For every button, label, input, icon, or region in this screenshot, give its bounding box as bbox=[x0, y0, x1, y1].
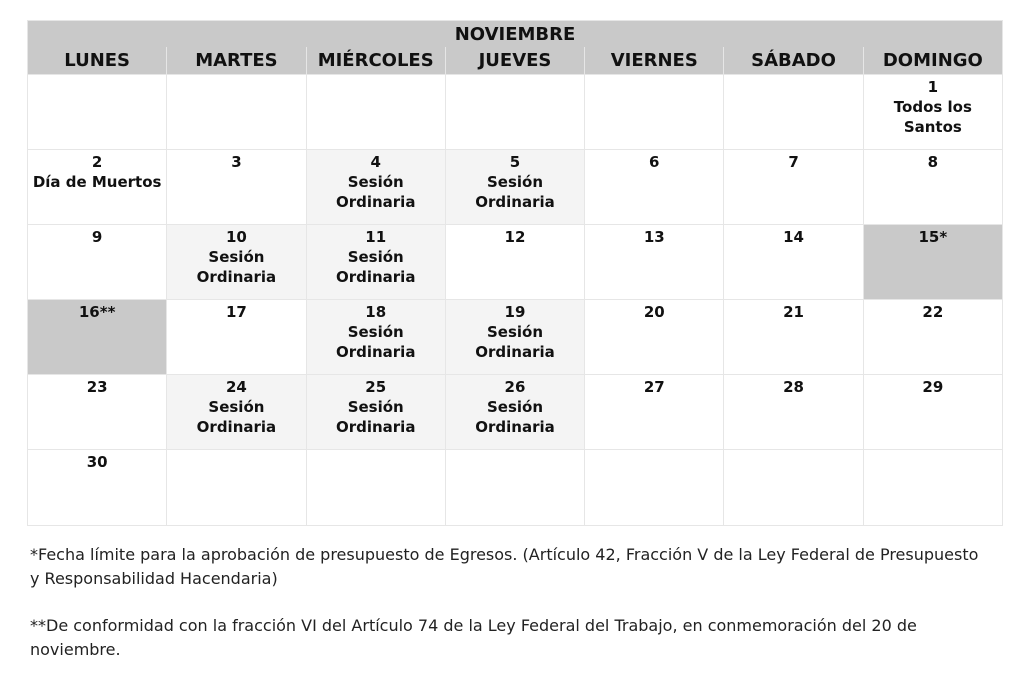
calendar-week-row bbox=[28, 75, 1003, 150]
day-event-label: Sesión Ordinaria bbox=[475, 323, 555, 361]
calendar-week-row bbox=[28, 150, 1003, 225]
day-cell bbox=[28, 300, 167, 375]
day-cell bbox=[863, 75, 1002, 150]
day-cell bbox=[585, 300, 724, 375]
day-cell bbox=[724, 300, 863, 375]
day-cell bbox=[445, 75, 584, 150]
day-number: 24 bbox=[225, 378, 247, 396]
day-number: 27 bbox=[643, 378, 665, 396]
day-cell bbox=[863, 450, 1002, 526]
calendar-week-row bbox=[28, 450, 1003, 526]
day-number: 10 bbox=[225, 228, 247, 246]
calendar-week-row bbox=[28, 375, 1003, 450]
day-number: 21 bbox=[783, 303, 804, 321]
day-event-label: Sesión Ordinaria bbox=[335, 323, 416, 361]
day-cell bbox=[585, 75, 724, 150]
day-cell bbox=[306, 225, 445, 300]
weekday-sunday: DOMINGO bbox=[863, 47, 1002, 75]
day-event-label: Todos los Santos bbox=[893, 98, 972, 136]
day-cell bbox=[863, 300, 1002, 375]
day-cell bbox=[28, 225, 167, 300]
day-cell bbox=[167, 225, 306, 300]
day-cell bbox=[28, 150, 167, 225]
day-cell bbox=[863, 225, 1002, 300]
day-cell bbox=[28, 450, 167, 526]
day-cell bbox=[306, 300, 445, 375]
weekday-thursday: JUEVES bbox=[445, 47, 584, 75]
day-cell bbox=[445, 450, 584, 526]
day-event-label: Sesión Ordinaria bbox=[475, 398, 555, 436]
day-cell bbox=[306, 375, 445, 450]
day-cell bbox=[167, 375, 306, 450]
day-number: 4 bbox=[370, 153, 381, 171]
day-cell bbox=[445, 375, 584, 450]
day-number: 23 bbox=[86, 378, 108, 396]
day-number: 2 bbox=[91, 153, 103, 171]
weekday-wednesday: MIÉRCOLES bbox=[306, 47, 445, 75]
day-cell bbox=[445, 300, 584, 375]
day-cell bbox=[585, 150, 724, 225]
day-cell bbox=[724, 150, 863, 225]
day-cell bbox=[585, 225, 724, 300]
footnote-holiday: **De conformidad con la fracción VI del Artículo 74 de la Ley Federal del Trabajo, en conmemoración del 20 de noviembre. bbox=[30, 616, 917, 659]
day-event-label: Día de Muertos bbox=[32, 173, 162, 191]
day-number: 6 bbox=[649, 153, 660, 171]
day-number: 28 bbox=[783, 378, 804, 396]
day-cell bbox=[863, 150, 1002, 225]
day-number: 8 bbox=[927, 153, 939, 171]
day-cell bbox=[445, 225, 584, 300]
calendar-table bbox=[27, 20, 1003, 526]
day-number: 17 bbox=[225, 303, 247, 321]
day-cell bbox=[724, 75, 863, 150]
day-cell bbox=[585, 375, 724, 450]
month-title: NOVIEMBRE bbox=[28, 21, 1003, 48]
day-cell bbox=[167, 150, 306, 225]
day-cell bbox=[306, 75, 445, 150]
day-number: 29 bbox=[922, 378, 944, 396]
day-number: 1 bbox=[927, 78, 939, 96]
day-number: 14 bbox=[783, 228, 804, 246]
day-event-label: Sesión Ordinaria bbox=[335, 398, 416, 436]
weekday-friday: VIERNES bbox=[585, 47, 724, 75]
day-number: 22 bbox=[922, 303, 944, 321]
day-event-label: Sesión Ordinaria bbox=[196, 248, 277, 286]
day-cell bbox=[585, 450, 724, 526]
day-number: 30 bbox=[86, 453, 108, 471]
weekday-monday: LUNES bbox=[28, 47, 167, 75]
day-cell bbox=[167, 450, 306, 526]
day-event-label: Sesión Ordinaria bbox=[335, 173, 416, 211]
calendar-week-row bbox=[28, 300, 1003, 375]
day-number: 12 bbox=[504, 228, 526, 246]
day-number: 16** bbox=[78, 303, 116, 321]
day-cell bbox=[724, 225, 863, 300]
day-number: 7 bbox=[788, 153, 799, 171]
day-cell bbox=[863, 375, 1002, 450]
day-number: 3 bbox=[231, 153, 242, 171]
calendar-week-row bbox=[28, 225, 1003, 300]
day-cell bbox=[445, 150, 584, 225]
day-cell bbox=[167, 75, 306, 150]
day-number: 18 bbox=[365, 303, 387, 321]
day-number: 20 bbox=[643, 303, 665, 321]
day-number: 13 bbox=[643, 228, 665, 246]
day-event-label: Sesión Ordinaria bbox=[335, 248, 416, 286]
day-number: 15* bbox=[918, 228, 948, 246]
calendar-grid bbox=[28, 75, 1003, 526]
footnote-budget-deadline: *Fecha límite para la aprobación de presupuesto de Egresos. (Artículo 42, Fracción V de la Ley Federal de Presupuesto y Responsabilidad Hacendaria) bbox=[30, 545, 979, 588]
day-cell bbox=[28, 75, 167, 150]
day-event-label: Sesión Ordinaria bbox=[475, 173, 555, 211]
day-event-label: Sesión Ordinaria bbox=[196, 398, 277, 436]
weekday-tuesday: MARTES bbox=[167, 47, 306, 75]
day-number: 26 bbox=[504, 378, 526, 396]
day-cell bbox=[167, 300, 306, 375]
day-number: 9 bbox=[91, 228, 103, 246]
day-cell bbox=[28, 375, 167, 450]
day-cell bbox=[724, 450, 863, 526]
day-number: 19 bbox=[504, 303, 526, 321]
weekday-saturday: SÁBADO bbox=[724, 47, 863, 75]
day-cell bbox=[306, 150, 445, 225]
day-cell bbox=[724, 375, 863, 450]
day-number: 5 bbox=[509, 153, 521, 171]
day-number: 11 bbox=[365, 228, 387, 246]
day-number: 25 bbox=[365, 378, 387, 396]
day-cell bbox=[306, 450, 445, 526]
